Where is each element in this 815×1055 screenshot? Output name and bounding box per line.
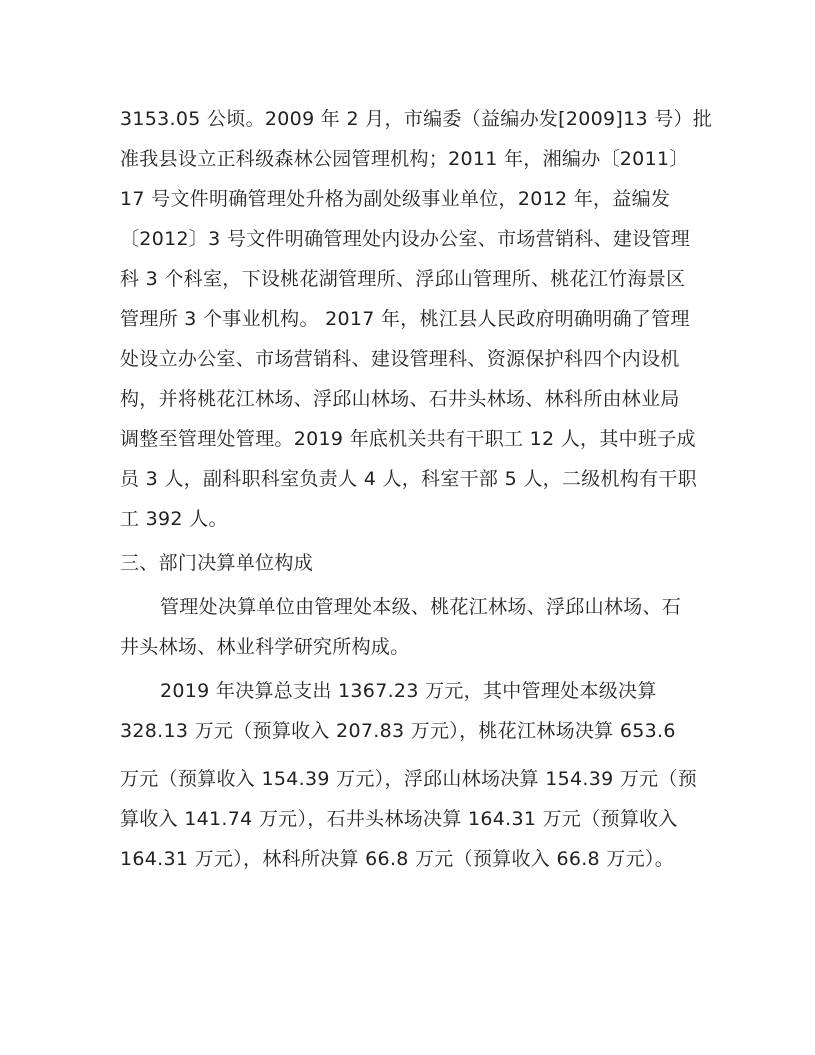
paragraph2-line-2: 井头林场、林业科学研究所构成。 [120,636,410,658]
paragraph1-line-6: 管理所 3 个事业机构。 2017 年，桃江县人民政府明确明确了管理 [120,308,690,330]
paragraph1-line-1: 3153.05 公顷。2009 年 2 月，市编委（益编办发[2009]13 号）批 [120,108,713,130]
paragraph1-line-9: 调整至管理处管理。2019 年底机关共有干职工 12 人，其中班子成 [120,428,696,450]
paragraph1-line-7: 处设立办公室、市场营销科、建设管理科、资源保护科四个内设机 [120,348,680,370]
section-heading: 三、部门决算单位构成 [120,552,314,574]
paragraph1-line-3: 17 号文件明确管理处升格为副处级事业单位，2012 年，益编发 [120,188,671,210]
paragraph1-line-11: 工 392 人。 [120,508,228,530]
paragraph3-line-3: 万元（预算收入 154.39 万元），浮邱山林场决算 154.39 万元（预 [120,768,698,790]
paragraph3-line-4: 算收入 141.74 万元），石井头林场决算 164.31 万元（预算收入 [120,808,678,830]
paragraph1-line-2: 准我县设立正科级森林公园管理机构；2011 年，湘编办〔2011〕 [120,148,689,170]
paragraph1-line-8: 构，并将桃花江林场、浮邱山林场、石井头林场、林科所由林业局 [120,388,680,410]
paragraph1-line-4: 〔2012〕3 号文件明确管理处内设办公室、市场营销科、建设管理 [120,228,691,250]
paragraph1-line-5: 科 3 个科室，下设桃花湖管理所、浮邱山管理所、桃花江竹海景区 [120,268,686,290]
paragraph3-line-2: 328.13 万元（预算收入 207.83 万元），桃花江林场决算 653.6 [120,720,676,742]
paragraph2-line-1: 管理处决算单位由管理处本级、桃花江林场、浮邱山林场、石 [160,596,682,618]
paragraph3-line-5: 164.31 万元），林科所决算 66.8 万元（预算收入 66.8 万元）。 [120,848,674,870]
paragraph3-line-1: 2019 年决算总支出 1367.23 万元，其中管理处本级决算 [160,680,657,702]
paragraph1-line-10: 员 3 人，副科职科室负责人 4 人，科室干部 5 人，二级机构有干职 [120,468,698,490]
